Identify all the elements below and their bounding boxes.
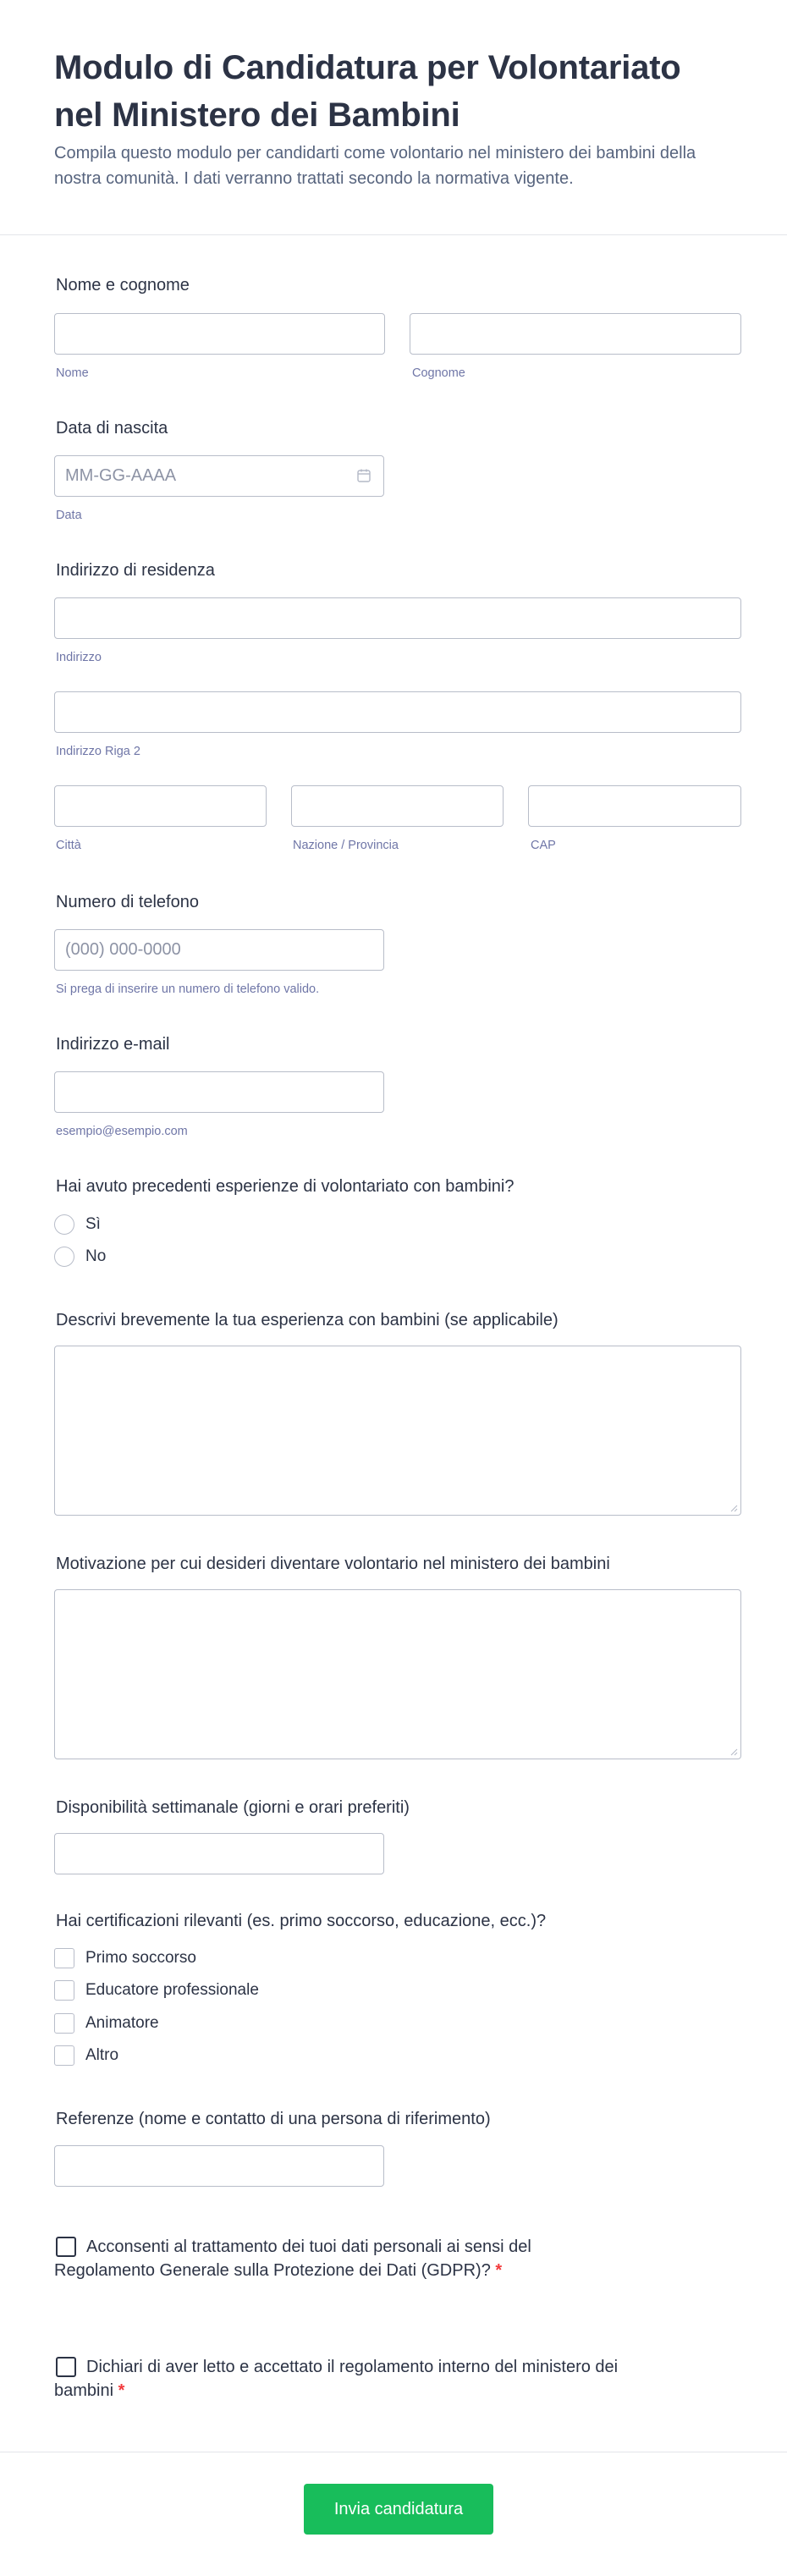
address-line2-sublabel: Indirizzo Riga 2 [56,745,140,758]
full-name-label: Nome e cognome [56,276,190,294]
cert-other-checkbox[interactable] [54,2045,74,2066]
phone-placeholder: (000) 000-0000 [65,940,181,959]
address-line1-input[interactable] [54,597,741,639]
first-name-input[interactable] [54,313,385,355]
phone-sublabel: Si prega di inserire un numero di telefono valido. [56,983,320,996]
email-sublabel: esempio@esempio.com [56,1125,188,1138]
cert-first-aid-label[interactable]: Primo soccorso [85,1949,196,1967]
references-input[interactable] [54,2145,384,2187]
cert-educator-checkbox[interactable] [54,1980,74,2001]
rules-consent-line2-wrap[interactable] [54,2379,124,2403]
availability-label: Disponibilità settimanale (giorni e orari preferiti) [56,1798,410,1817]
radio-yes[interactable] [54,1214,74,1235]
radio-no[interactable] [54,1247,74,1267]
rules-consent-line1[interactable]: Dichiari di aver letto e accettato il regolamento interno del ministero dei [86,2358,619,2376]
submit-button[interactable]: Invia candidatura [304,2484,493,2535]
required-asterisk: * [495,2261,503,2280]
experience-description-textarea[interactable] [54,1346,741,1516]
birth-date-sublabel: Data [56,509,82,522]
motivation-textarea[interactable] [54,1589,741,1759]
rules-consent-checkbox[interactable] [56,2357,76,2377]
prior-experience-label: Hai avuto precedenti esperienze di volontariato con bambini? [56,1177,515,1196]
resize-grip-icon[interactable] [729,1504,738,1512]
state-sublabel: Nazione / Provincia [293,839,399,852]
cert-animator-label[interactable]: Animatore [85,2014,159,2032]
resize-grip-icon[interactable] [729,1748,738,1756]
certifications-label: Hai certificazioni rilevanti (es. primo soccorso, educazione, ecc.)? [56,1912,547,1930]
references-label: Referenze (nome e contatto di una persona di riferimento) [56,2110,491,2128]
birth-date-input[interactable] [54,455,384,497]
required-asterisk: * [118,2381,125,2400]
zip-input[interactable] [528,785,741,827]
email-input[interactable] [54,1071,384,1113]
cert-first-aid-checkbox[interactable] [54,1948,74,1968]
form-subtitle: Compila questo modulo per candidarti come volontario nel ministero dei bambini della nostra comunità. I dati verranno trattati secondo la normativa vigente. [54,144,696,188]
availability-input[interactable] [54,1833,384,1874]
email-label: Indirizzo e-mail [56,1035,170,1054]
cert-educator-label[interactable]: Educatore professionale [85,1981,259,1999]
address-line1-sublabel: Indirizzo [56,651,102,664]
state-input[interactable] [291,785,504,827]
phone-label: Numero di telefono [56,893,199,911]
gdpr-consent-line2: Regolamento Generale sulla Protezione dei Dati (GDPR)? [54,2261,491,2280]
experience-description-label: Descrivi brevemente la tua esperienza con bambini (se applicabile) [56,1311,559,1329]
gdpr-consent-line2-wrap[interactable] [54,2259,502,2282]
calendar-icon[interactable] [356,468,371,483]
form-header [0,0,787,235]
phone-input[interactable] [54,929,384,971]
gdpr-consent-checkbox[interactable] [56,2237,76,2257]
birth-date-placeholder: MM-GG-AAAA [65,466,177,485]
address-line2-input[interactable] [54,691,741,733]
first-name-sublabel: Nome [56,366,89,380]
last-name-input[interactable] [410,313,741,355]
birth-date-label: Data di nascita [56,419,168,438]
gdpr-consent-line1[interactable]: Acconsenti al trattamento dei tuoi dati personali ai sensi del [86,2237,531,2256]
rules-consent-line2: bambini [54,2381,114,2400]
zip-sublabel: CAP [531,839,556,852]
last-name-sublabel: Cognome [412,366,465,380]
form-title: Modulo di Candidatura per Volontariato nel Ministero dei Bambini [54,49,681,134]
radio-no-label[interactable]: No [85,1247,107,1265]
motivation-label: Motivazione per cui desideri diventare volontario nel ministero dei bambini [56,1555,610,1573]
city-sublabel: Città [56,839,81,852]
city-input[interactable] [54,785,267,827]
cert-other-label[interactable]: Altro [85,2046,119,2064]
cert-animator-checkbox[interactable] [54,2013,74,2034]
address-label: Indirizzo di residenza [56,561,215,580]
radio-yes-label[interactable]: Sì [85,1215,101,1233]
